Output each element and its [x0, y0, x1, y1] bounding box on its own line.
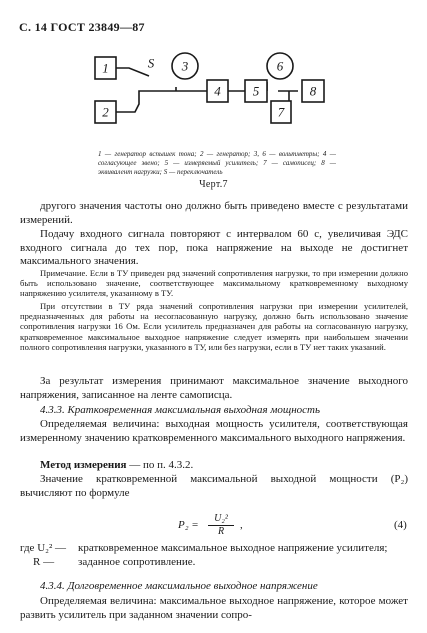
diagram-legend: 1 — генератор вспышек тона; 2 — генератор; 3, 6 — вольтметры; 4 — согласующее звено; 5 — измеряемый усилитель; 7 — самописец; 8 — эквивалент нагрузки; S — переключатель	[98, 150, 336, 176]
block-2	[95, 101, 116, 123]
svg-text:5: 5	[252, 83, 260, 99]
where-definitions	[20, 542, 408, 569]
section-heading-4-3-3: 4.3.3. Кратковременная максимальная выходная мощность	[40, 404, 320, 416]
paragraph-2: Подачу входного сигнала повторяют с интервалом 60 с, увеличивая ЭДС входного сигнала до тех пор, пока напряжение на выходе не достигнет максимального значения.	[20, 228, 408, 267]
block-4	[207, 80, 228, 102]
method-label: Метод измерения	[40, 459, 127, 471]
block-5	[245, 80, 267, 102]
paragraph-6: Определяемая величина: максимальное выходное напряжение, которое может развить усилитель при заданном значении сопро-	[20, 595, 408, 621]
formula-fraction	[206, 513, 236, 538]
definition-text: заданное сопротивление.	[78, 555, 196, 568]
formula-4	[0, 513, 427, 541]
switch-label: S	[147, 55, 155, 71]
formula-denominator: R	[217, 526, 225, 537]
definition-row	[20, 556, 408, 570]
definition-row	[20, 542, 408, 556]
method-ref: — по п. 4.3.2.	[126, 459, 194, 471]
svg-text:2: 2	[102, 104, 109, 120]
formula-comma: ,	[240, 519, 243, 531]
formula-number: (4)	[394, 519, 407, 531]
formula-lhs: P₂ =	[178, 519, 199, 531]
definition-term: где U₂² —	[20, 542, 67, 554]
block-8	[302, 80, 324, 102]
definition-term: R —	[33, 555, 55, 568]
svg-text:1: 1	[102, 60, 109, 76]
block-6-label: 6	[276, 58, 284, 74]
measurement-block-diagram	[85, 46, 345, 164]
method-line	[20, 459, 408, 473]
page-header: С. 14 ГОСТ 23849—87	[19, 20, 145, 34]
section-heading-4-3-4: 4.3.4. Долговременное максимальное выходное напряжение	[40, 580, 318, 592]
definition-text: кратковременное максимальное выходное напряжение усилителя;	[78, 542, 388, 554]
note-2: При отсутствии в ТУ ряда значений сопротивления нагрузки при измерении усилителей, предназначенных для работы на несогласованную нагрузку, должно быть использовано значение сопротивления нагрузки 16 Ом. Если усилитель предназначен для работы на согласованную нагрузку, кратковременное максимальное выходное напряжение следует измерять при наибольшем значении полного сопротивления нагрузки, указанного в ТУ, или без нагрузки, если в ТУ нет таких указаний.	[20, 301, 408, 352]
paragraph-5: Значение кратковременной максимальной выходной мощности (P₂) вычисляют по формуле	[20, 473, 408, 499]
note-1: Примечание. Если в ТУ приведен ряд значений сопротивления нагрузки, то при измерении должно быть использовано значение, соответствующее максимальному кратковременному выходному напряжению усилителя, указанному в ТУ.	[20, 268, 408, 299]
block-3-label: 3	[181, 58, 189, 74]
svg-text:8: 8	[309, 83, 317, 99]
formula-numerator: U₂²	[214, 513, 228, 524]
block-1	[95, 57, 116, 79]
svg-text:4: 4	[214, 83, 221, 99]
paragraph-3: За результат измерения принимают максимальное значение выходного напряжения, записанное на ленте самописца.	[20, 375, 408, 401]
svg-text:7: 7	[277, 104, 285, 120]
paragraph-4: Определяемая величина: выходная мощность усилителя, соответствующая измеренному значению кратковременного максимального выходного напряжения.	[20, 418, 408, 444]
figure-caption: Черт.7	[199, 179, 228, 190]
paragraph-1: другого значения частоты оно должно быть приведено вместе с результатами измерений.	[20, 200, 408, 226]
block-7	[271, 101, 291, 123]
